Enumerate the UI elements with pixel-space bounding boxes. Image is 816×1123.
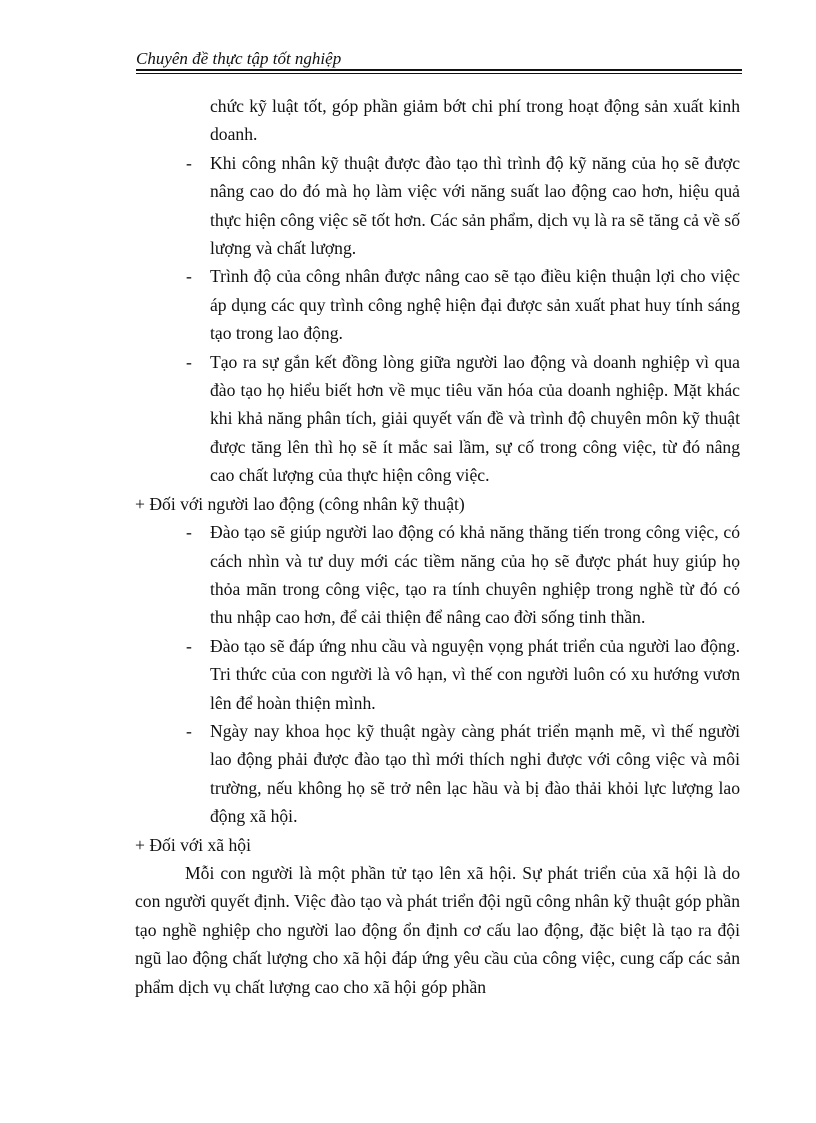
bullet-dash: - bbox=[186, 266, 192, 287]
bullet-dash: - bbox=[186, 522, 192, 543]
page-body bbox=[0, 92, 816, 1001]
bullet-dash: - bbox=[186, 720, 192, 741]
continuation-paragraph: chức kỹ luật tốt, góp phần giảm bớt chi phí trong hoạt động sản xuất kinh doanh. bbox=[210, 96, 740, 145]
header-title: Chuyên đề thực tập tốt nghiệp bbox=[136, 49, 342, 68]
bullet-text: Trình độ của công nhân được nâng cao sẽ tạo điều kiện thuận lợi cho việc áp dụng các quy trình công nghệ hiện đại được sản xuất phat huy tính sáng tạo trong lao động. bbox=[210, 266, 740, 344]
bullet-text: Đào tạo sẽ giúp người lao động có khả năng thăng tiến trong công việc, có cách nhìn và tư duy mới các tiềm năng của họ sẽ được phát huy giúp họ thỏa mãn trong công việc, tạo ra tính chuyên nghiệp trong nghề từ đó có thu nhập cao hơn, để cải thiện để nâng cao đời sống tinh thần. bbox=[210, 522, 740, 628]
header-rule-thick bbox=[136, 69, 742, 71]
header-rule-thin bbox=[136, 73, 742, 74]
page-header bbox=[136, 48, 742, 72]
society-paragraph: Mỗi con người là một phần tử tạo lên xã hội. Sự phát triển của xã hội là do con người quyết định. Việc đào tạo và phát triển đội ngũ công nhân kỹ thuật góp phần tạo nghề nghiệp cho người lao động ổn định cơ cấu lao động, đặc biệt là tạo ra đội ngũ lao động chất lượng cho xã hội đáp ứng yêu cầu của công việc, cung cấp các sản phẩm dịch vụ chất lượng cao cho xã hội góp phần bbox=[135, 862, 740, 997]
bullet-text: Ngày nay khoa học kỹ thuật ngày càng phát triển mạnh mẽ, vì thế người lao động phải được đào tạo thì mới thích nghi được với công việc và môi trường, nếu không họ sẽ trở nên lạc hầu và bị đào thải khỏi lực lượng lao động xã hội. bbox=[210, 720, 740, 827]
bullet-text: Khi công nhân kỹ thuật được đào tạo thì trình độ kỹ năng của họ sẽ được nâng cao do đó mà họ làm việc với năng suất lao động cao hơn, hiệu quả thực hiện công việc sẽ tốt hơn. Các sản phẩm, dịch vụ là ra sẽ tăng cả về số lượng và chất lượng. bbox=[210, 152, 740, 259]
bullet-item bbox=[186, 518, 740, 632]
bullet-text: Tạo ra sự gắn kết đồng lòng giữa người lao động và doanh nghiệp vì qua đào tạo họ hiểu biết hơn về mục tiêu văn hóa của doanh nghiệp. Mặt khác khi khả năng phân tích, giải quyết vấn đề và trình độ chuyên môn kỹ thuật được tăng lên thì họ sẽ ít mắc sai lầm, sự cố trong công việc, từ đó nâng cao chất lượng của thực hiện công việc. bbox=[210, 351, 740, 486]
section-heading-workers: + Đối với người lao động (công nhân kỹ thuật) bbox=[135, 493, 465, 514]
bullet-dash: - bbox=[186, 152, 192, 173]
bullet-item bbox=[186, 262, 740, 347]
bullet-item bbox=[186, 149, 740, 263]
bullet-item bbox=[186, 632, 740, 717]
bullet-dash: - bbox=[186, 351, 192, 372]
section-heading-society: + Đối với xã hội bbox=[135, 834, 251, 855]
bullet-item bbox=[186, 348, 740, 490]
bullet-item bbox=[186, 717, 740, 831]
bullet-text: Đào tạo sẽ đáp ứng nhu cầu và nguyện vọng phát triển của người lao động. Tri thức của con người là vô hạn, vì thế con người luôn có xu hướng vươn lên để hoàn thiện mình. bbox=[210, 635, 740, 713]
bullet-dash: - bbox=[186, 635, 192, 656]
